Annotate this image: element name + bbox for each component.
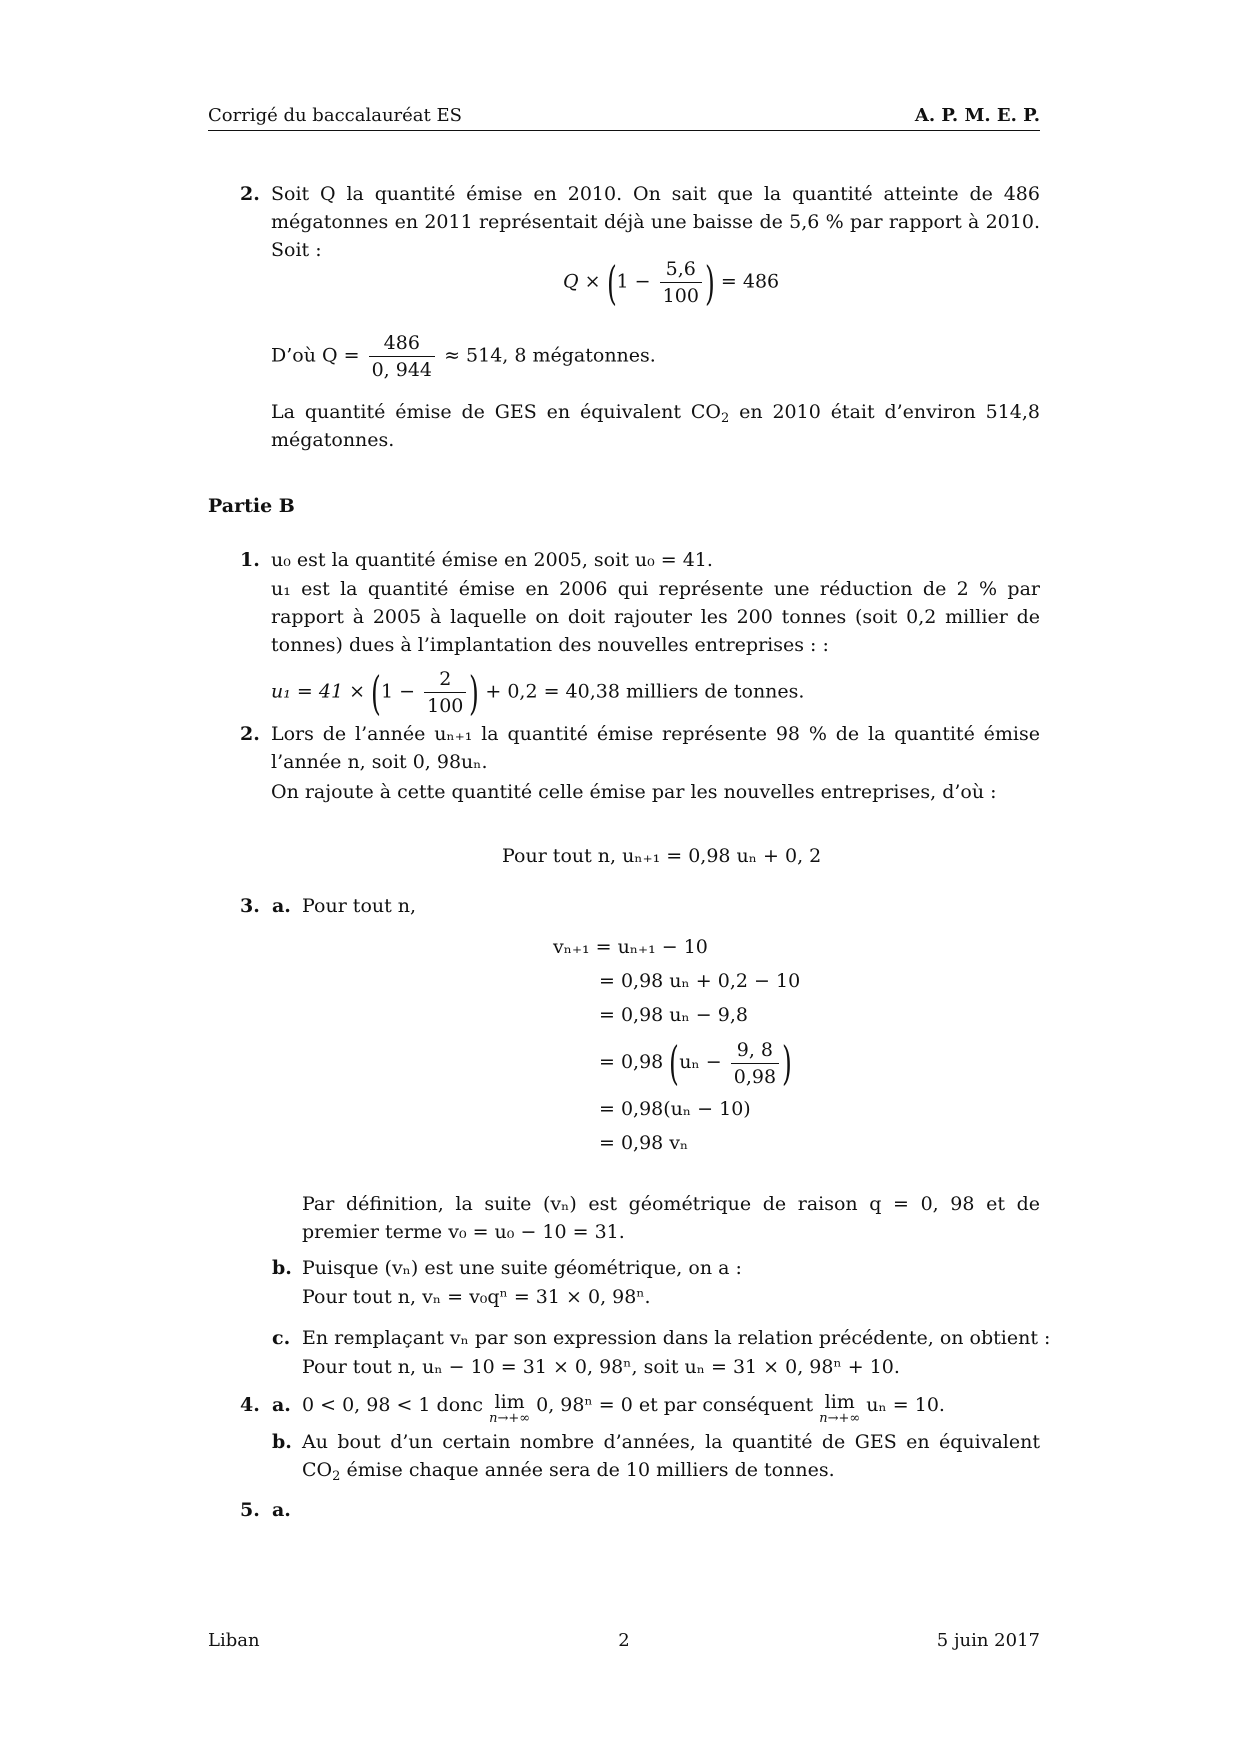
derivation-row: = 0,98(uₙ − 10): [599, 1098, 751, 1120]
derivation-row: = 0,98 uₙ − 9,8: [599, 1004, 748, 1026]
partB-q3c-line1: En remplaçant vₙ par son expression dans la relation précédente, on obtient :: [302, 1327, 1051, 1349]
partB-q3b-label: b.: [272, 1257, 292, 1279]
partB-q3b-line1: Puisque (vₙ) est une suite géométrique, on a :: [302, 1257, 742, 1279]
partA-conclusion: La quantité émise de GES en équivalent $CO_2$ en 2010 était d’environ 514,8 mégatonnes.: [271, 401, 1040, 451]
right-paren: ): [704, 255, 715, 310]
footer-date: 5 juin 2017: [936, 1630, 1040, 1651]
left-paren: (: [606, 255, 617, 310]
header-org: A. P. M. E. P.: [914, 105, 1040, 126]
eq2-suffix: ≈ 514, 8 mégatonnes.: [444, 344, 656, 367]
eq1-prefix: Q ×: [563, 270, 601, 293]
partB-q3-number: 3.: [240, 895, 260, 917]
partB-q2-line2: On rajoute à cette quantité celle émise par les nouvelles entreprises, d’où :: [271, 781, 997, 803]
equation-Q: [563, 256, 779, 309]
eq1-one: 1 −: [616, 270, 651, 293]
recurrence-relation: Pour tout n, uₙ₊₁ = 0,98 uₙ + 0, 2: [502, 845, 822, 867]
derivation-row: = 0,98 vₙ: [599, 1132, 689, 1154]
partB-q3b-line2: Pour tout n, vₙ = v₀qⁿ = 31 × 0, 98ⁿ.: [302, 1286, 651, 1308]
partB-q4a-label: a.: [272, 1394, 291, 1416]
partB-q4-number: 4.: [240, 1394, 260, 1416]
partB-q1-line1: u₀ est la quantité émise en 2005, soit u₀ = 41.: [271, 549, 713, 571]
partB-q3c-label: c.: [272, 1327, 291, 1349]
partB-q3a-label: a.: [272, 895, 291, 917]
partB-q2-number: 2.: [240, 723, 260, 745]
eq1-suffix: = 486: [720, 270, 780, 293]
partB-q5-number: 5.: [240, 1499, 260, 1521]
partB-q2-paragraph: Lors de l’année uₙ₊₁ la quantité émise représente 98 % de la quantité émise l’année n, soit 0, 98uₙ.: [271, 723, 1040, 773]
fraction-9-8-over-0-98: $\frac{9, 8}{0,98}$: [731, 1037, 779, 1090]
equation-Q-value: [271, 330, 656, 383]
partB-q4b-text: Au bout d’un certain nombre d’années, la quantité de GES en équivalent $CO_2$ émise chaque année sera de 10 milliers de tonnes.: [302, 1431, 1040, 1484]
eq2-prefix: D’où Q =: [271, 344, 360, 367]
derivation-row: vₙ₊₁ = uₙ₊₁ − 10: [553, 936, 708, 958]
partB-title: Partie B: [208, 495, 295, 517]
page-header: [208, 102, 1040, 131]
fraction-486-over-0944: $\frac{486}{0, 944}$: [369, 330, 435, 383]
partB-q3c-line2: Pour tout n, uₙ − 10 = 31 × 0, 98ⁿ, soit uₙ = 31 × 0, 98ⁿ + 10.: [302, 1356, 900, 1378]
partB-q4b-label: b.: [272, 1431, 292, 1453]
partB-q3a-text: Pour tout n,: [302, 895, 417, 917]
derivation-row-fraction: = 0,98 (uₙ − $\frac{9, 8}{0,98}$ ): [599, 1036, 792, 1090]
partB-q1-equation: u₁ = 41 × (1 − $\frac{2}{100}$ ) + 0,2 = 40,38 milliers de tonnes.: [271, 665, 805, 720]
limit-operator: lim n→+∞: [489, 1391, 531, 1426]
fraction-5-6-over-100: $\frac{5,6}{100}$: [660, 256, 702, 309]
footer-location: Liban: [208, 1630, 260, 1651]
fraction-2-over-100: $\frac{2}{100}$: [424, 666, 466, 719]
partB-q5a-label: a.: [272, 1499, 291, 1521]
partB-q4a-text: 0 < 0, 98 < 1 donc lim n→+∞ 0, 98ⁿ = 0 et par conséquent lim n→+∞ uₙ = 10.: [302, 1391, 945, 1426]
partA-q2-number: 2.: [240, 183, 260, 205]
limit-operator: lim n→+∞: [819, 1391, 861, 1426]
header-title: Corrigé du baccalauréat ES: [208, 105, 462, 126]
derivation-row: = 0,98 uₙ + 0,2 − 10: [599, 970, 801, 992]
page-number: 2: [618, 1630, 630, 1651]
partA-q2-text: Soit Q la quantité émise en 2010. On sait que la quantité atteinte de 486 mégatonnes en 2011 représentait déjà une baisse de 5,6 % par rapport à 2010. Soit :: [271, 183, 1040, 261]
partB-q1-paragraph: u₁ est la quantité émise en 2006 qui représente une réduction de 2 % par rapport à 2005 à laquelle on doit rajouter les 200 tonnes (soit 0,2 millier de tonnes) dues à l’implantation des nouvelles entreprises : :: [271, 578, 1040, 656]
partB-q1-number: 1.: [240, 549, 260, 571]
partB-q3a-conclusion: Par définition, la suite (vₙ) est géométrique de raison q = 0, 98 et de premier terme v₀ = u₀ − 10 = 31.: [302, 1193, 1040, 1243]
aligned-derivation: [553, 930, 801, 1160]
